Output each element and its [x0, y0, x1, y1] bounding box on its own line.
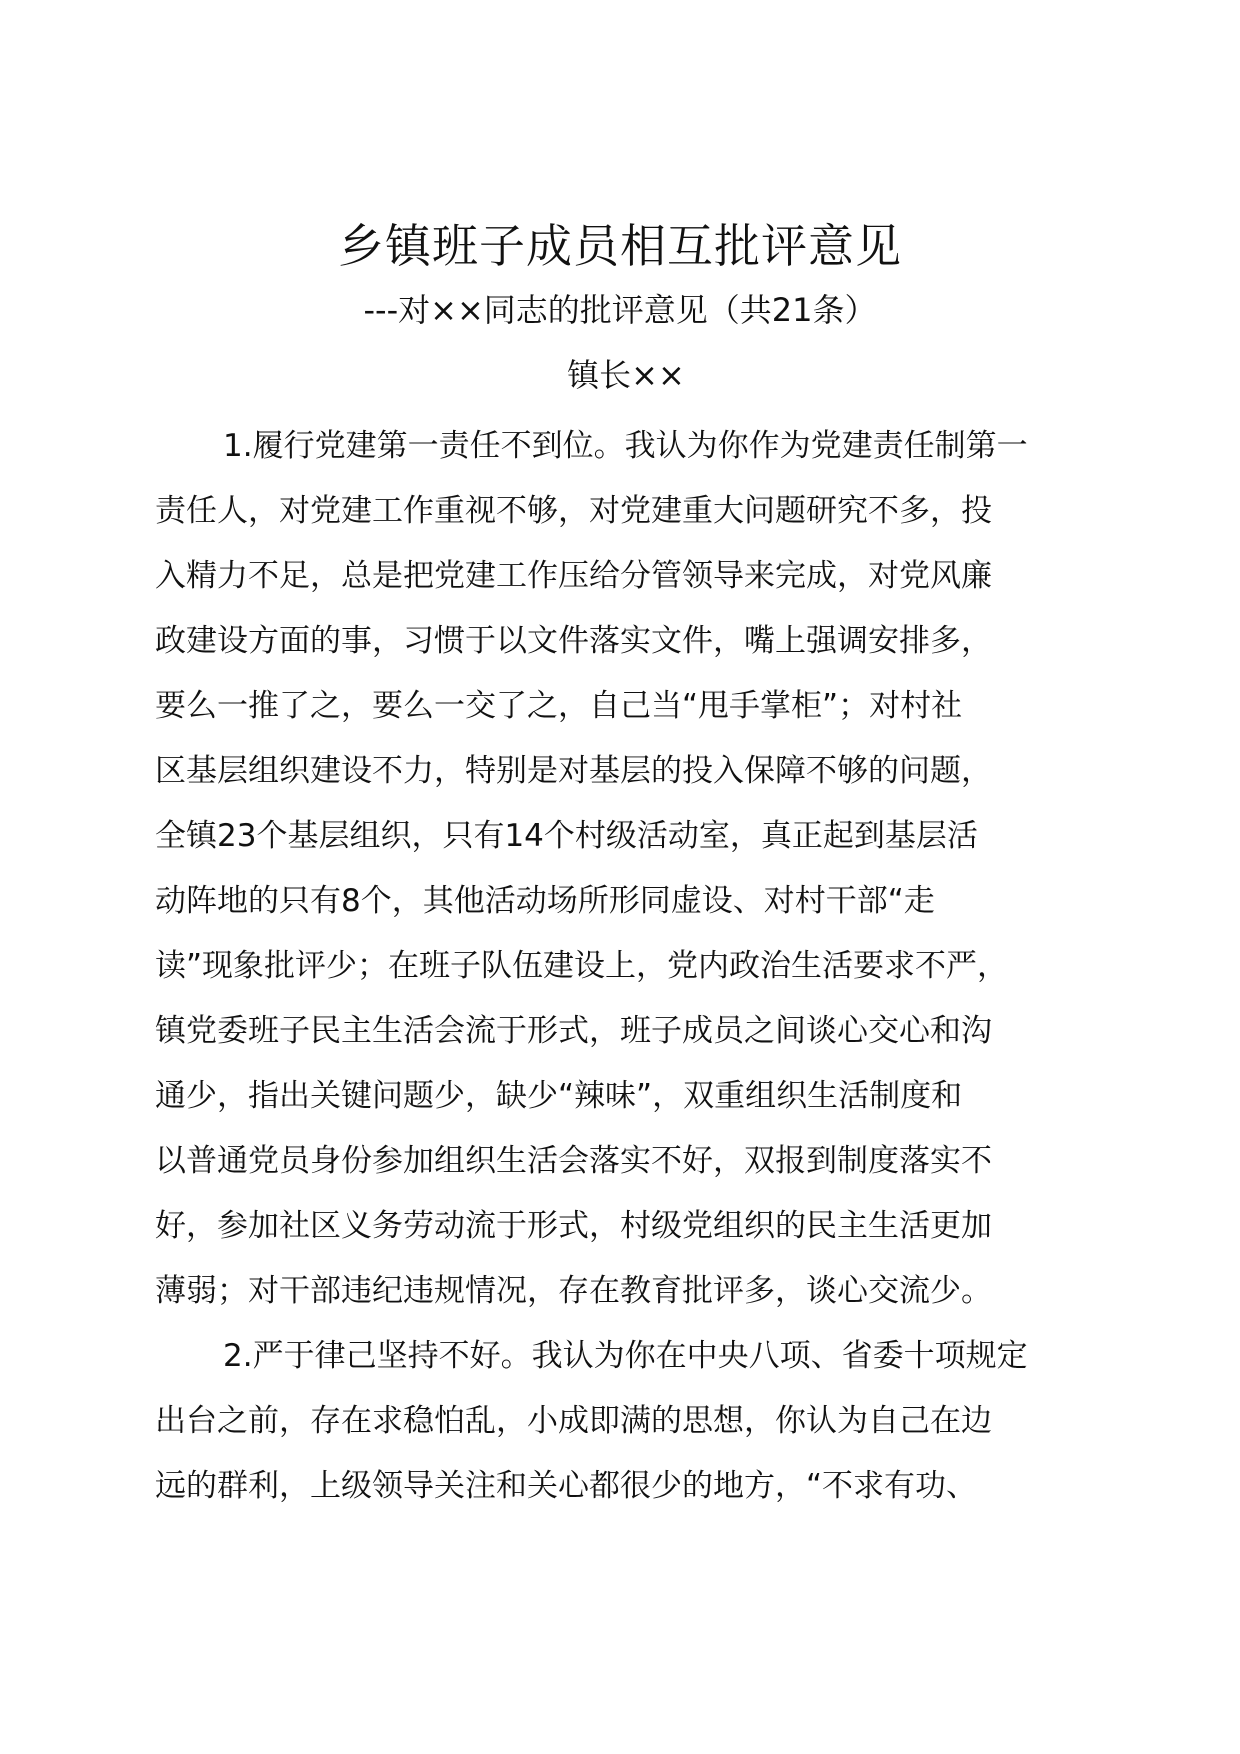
paragraph-1-line-13: 好，参加社区义务劳动流于形式，村级党组织的民主生活更加	[155, 1208, 992, 1244]
paragraph-1-line-4: 政建设方面的事，习惯于以文件落实文件，嘴上强调安排多，	[155, 623, 992, 659]
paragraph-1-line-5: 要么一推了之，要么一交了之，自己当“甩手掌柜”；对村社	[155, 688, 963, 724]
paragraph-1-line-14: 薄弱；对干部违纪违规情况，存在教育批评多，谈心交流少。	[155, 1273, 992, 1309]
paragraph-1-line-12: 以普通党员身份参加组织生活会落实不好，双报到制度落实不	[155, 1143, 992, 1179]
paragraph-1-line-7: 全镇23个基层组织，只有14个村级活动室，真正起到基层活	[155, 818, 978, 854]
document-author: 镇长××	[567, 356, 685, 394]
paragraph-1-line-9: 读”现象批评少；在班子队伍建设上，党内政治生活要求不严，	[155, 948, 1009, 984]
paragraph-1-line-3: 入精力不足，总是把党建工作压给分管领导来完成，对党风廉	[155, 558, 992, 594]
paragraph-2-line-3: 远的群利，上级领导关注和关心都很少的地方，“不求有功、	[155, 1468, 978, 1504]
paragraph-1-line-2: 责任人，对党建工作重视不够，对党建重大问题研究不多，投	[155, 493, 992, 529]
paragraph-1-line-10: 镇党委班子民主生活会流于形式，班子成员之间谈心交心和沟	[155, 1013, 992, 1049]
paragraph-1-line-6: 区基层组织建设不力，特别是对基层的投入保障不够的问题，	[155, 753, 992, 789]
paragraph-1-line-11: 通少，指出关键问题少，缺少“辣味”，双重组织生活制度和	[155, 1078, 963, 1114]
paragraph-1-line-8: 动阵地的只有8个，其他活动场所形同虚设、对村干部“走	[155, 883, 935, 919]
paragraph-2-line-2: 出台之前，存在求稳怕乱，小成即满的思想，你认为自己在边	[155, 1403, 992, 1439]
document-title: 乡镇班子成员相互批评意见	[338, 219, 902, 273]
document-body	[155, 414, 1115, 1519]
document-subtitle: ---对××同志的批评意见（共21条）	[363, 291, 877, 329]
paragraph-1-line-1: 1.履行党建第一责任不到位。我认为你作为党建责任制第一	[223, 428, 1028, 464]
paragraph-2-line-1: 2.严于律己坚持不好。我认为你在中央八项、省委十项规定	[223, 1338, 1028, 1374]
